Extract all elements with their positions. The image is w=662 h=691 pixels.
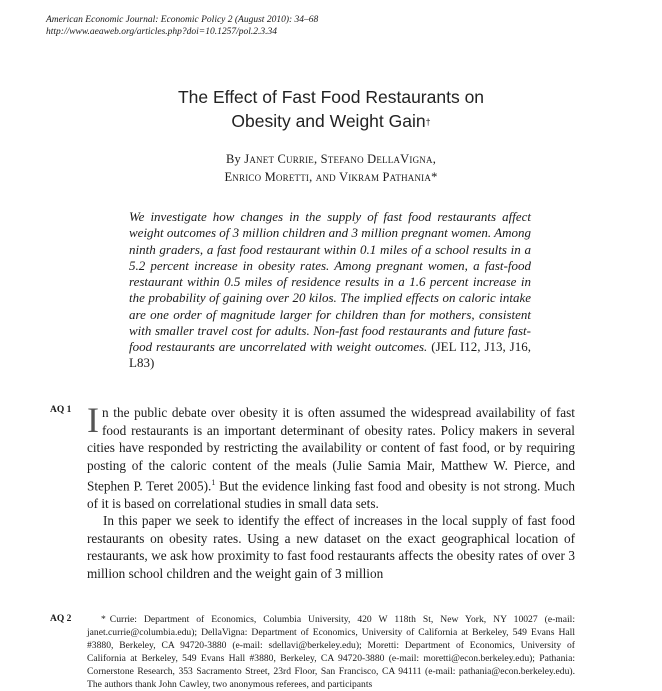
- abstract: [129, 209, 531, 372]
- paragraph-1-rest: But the evidence linking fast food and obesity is not strong. Much of it is based on correlational studies in small data sets.: [87, 478, 575, 511]
- jel-codes: (JEL I12, J13, J16, L83): [129, 339, 531, 371]
- paragraph-1-text: n the public debate over obesity it is often assumed the widespread availability of fast food restaurants is an important determinant of obesity rates. Policy makers in several cities have responded by restricting the availability or content of fast food, or by requiring posting of the caloric content of the meals (Julie Samia Mair, Matthew W. Pierce, and Stephen P. Teret 2005).: [87, 405, 575, 494]
- article-title-line-1: The Effect of Fast Food Restaurants on: [177, 87, 485, 107]
- footnote-ref-1[interactable]: 1: [211, 478, 216, 487]
- paragraph-1: [87, 400, 575, 512]
- authors-first: Janet Currie, Stefano DellaVigna,: [244, 152, 437, 166]
- author-line-1: [0, 150, 662, 168]
- byline-prefix: By: [225, 152, 241, 166]
- author-query-2[interactable]: AQ 2: [50, 614, 72, 624]
- doi-link[interactable]: http://www.aeaweb.org/articles.php?doi=10.1257/pol.2.3.34: [46, 27, 277, 37]
- body-text: [87, 400, 575, 582]
- journal-citation: American Economic Journal: Economic Policy 2 (August 2010): 34–68: [46, 15, 319, 25]
- abstract-text: We investigate how changes in the supply of fast food restaurants affect weight outcomes of 3 million children and 3 million pregnant women. Among ninth graders, a fast food restaurant within 0.1 miles of a school results in a 5.2 percent increase in obesity rates. Among pregnant women, a fast-food restaurant within 0.5 miles of residence results in a 1.6 percent increase in the probability of gaining over 20 kilos. The implied effects on caloric intake are one order of magnitude larger for children than for mothers, consistent with smaller travel cost for adults. Non-fast food restaurants and future fast-food restaurants are uncorrelated with weight outcomes.: [129, 209, 531, 354]
- footnote-mark: *: [101, 614, 106, 625]
- article-title-line-2: [0, 109, 662, 133]
- title-footnote-mark: †: [425, 117, 431, 127]
- footnote-text: Currie: Department of Economics, Columbia University, 420 W 118th St, New York, NY 10027 (e-mail: janet.currie@columbia.edu); DellaVigna: Department of Economics, University of California at Berkeley, 549 Evans Hall #3880, Berkeley, CA 94720-3880 (e-mail: sdellavi@berkeley.edu); Moretti: Department of Economics, University of California at Berkeley, 549 Evans Hall #3880, Berkeley, CA 94720-3880 (e-mail: moretti@econ.berkeley.edu); Pathania: Cornerstone Research, 353 Sacramento Street, 23rd Floor, San Francisco, CA 94111 (e-mail: pathania@econ.berkeley.edu). The authors thank John Cawley, two anonymous referees, and participants: [87, 614, 575, 690]
- author-query-1[interactable]: AQ 1: [50, 405, 72, 415]
- author-footnote: [87, 613, 575, 691]
- author-line-2: Enrico Moretti, and Vikram Pathania*: [224, 170, 438, 184]
- title-text: Obesity and Weight Gain: [231, 111, 426, 131]
- paragraph-2: In this paper we seek to identify the effect of increases in the local supply of fast food restaurants on obesity rates. Using a new dataset on the exact geographical location of restaurants, we ask how proximity to fast food restaurants affects the obesity rates of over 3 million school children and the weight gain of 3 million: [87, 513, 575, 581]
- drop-cap: I: [87, 400, 99, 440]
